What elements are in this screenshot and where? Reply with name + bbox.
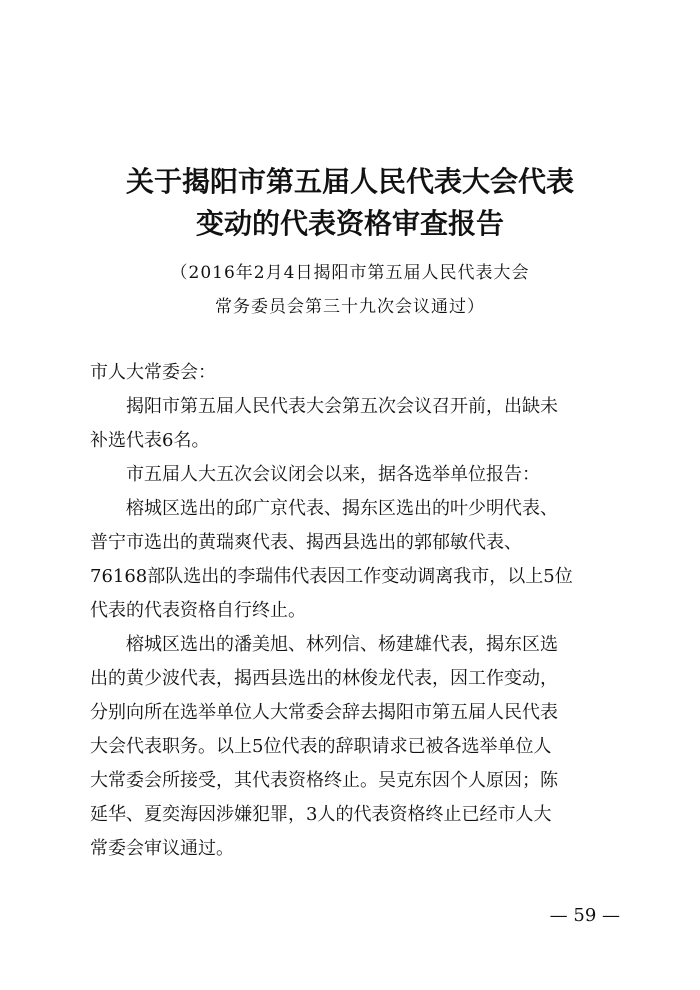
body-line: 大会代表职务。以上5位代表的辞职请求已被各选举单位人 <box>90 736 552 757</box>
body-line: 市五届人大五次会议闭会以来，据各选举单位报告： <box>90 464 540 485</box>
body-line: 常委会审议通过。 <box>90 838 234 859</box>
subtitle-line-1: （2016年2月4日揭阳市第五届人民代表大会 <box>170 263 530 283</box>
body-line: 代表的代表资格自行终止。 <box>90 600 306 621</box>
report-body <box>90 356 610 866</box>
body-line: 普宁市选出的黄瑞爽代表、揭西县选出的郭郁敏代表、 <box>90 532 522 553</box>
body-line: 补选代表6名。 <box>90 430 210 451</box>
report-title-line-1: 关于揭阳市第五届人民代表大会代表 <box>125 165 574 198</box>
body-line: 延华、夏奕海因涉嫌犯罪，3人的代表资格终止已经市人大 <box>90 804 552 825</box>
report-title-line-2: 变动的代表资格审查报告 <box>195 207 504 240</box>
body-line: 分别向所在选举单位人大常委会辞去揭阳市第五届人民代表 <box>90 702 558 723</box>
salutation-line: 市人大常委会： <box>90 362 216 383</box>
body-line: 出的黄少波代表，揭西县选出的林俊龙代表，因工作变动， <box>90 668 558 689</box>
body-line: 76168部队选出的李瑞伟代表因工作变动调离我市，以上5位 <box>90 566 573 587</box>
body-line: 大常委会所接受，其代表资格终止。吴克东因个人原因；陈 <box>90 770 558 791</box>
body-line: 揭阳市第五届人民代表大会第五次会议召开前，出缺未 <box>90 396 558 417</box>
body-line: 榕城区选出的邱广京代表、揭东区选出的叶少明代表、 <box>90 498 558 519</box>
body-line: 榕城区选出的潘美旭、林列信、杨建雄代表，揭东区选 <box>90 634 558 655</box>
subtitle-line-2: 常务委员会第三十九次会议通过） <box>215 297 485 317</box>
page-number: — 59 — <box>549 905 620 926</box>
